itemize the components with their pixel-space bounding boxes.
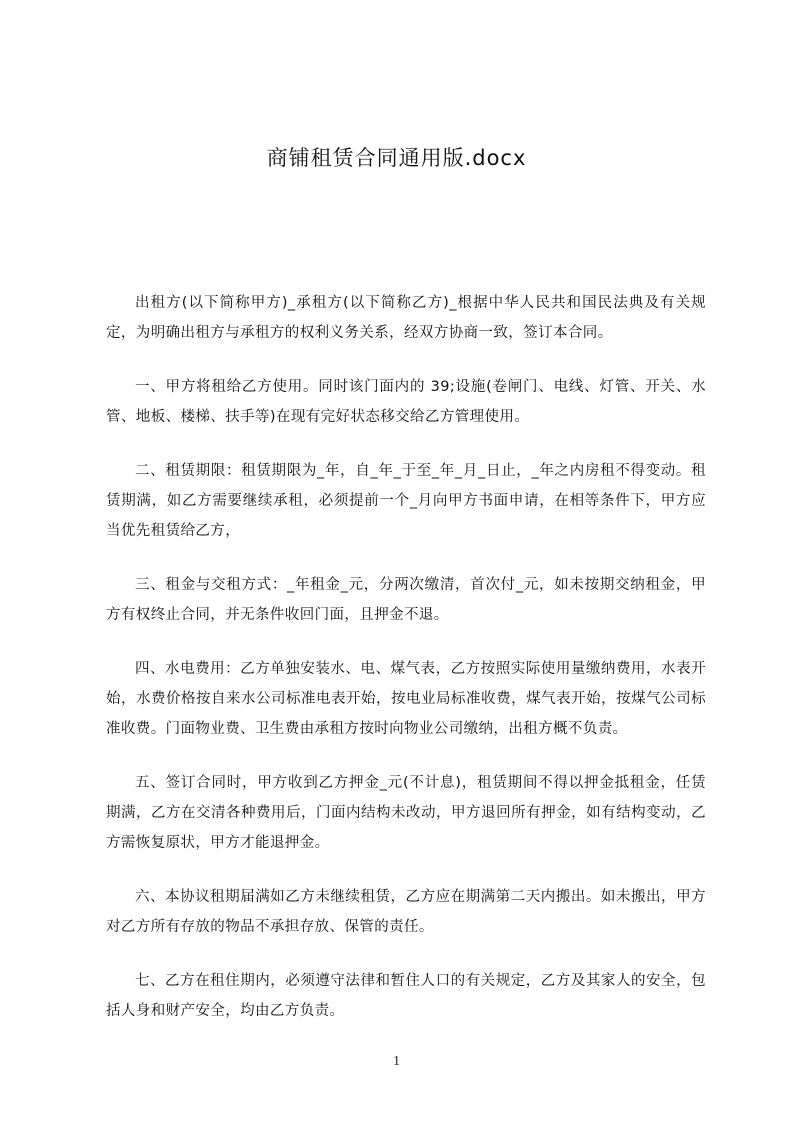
page-number: 1 [393,1054,400,1069]
paragraph-clause-6: 六、本协议租期届满如乙方未继续租赁，乙方应在期满第二天内搬出。如未搬出，甲方对乙方所有存放的物品不承担存放、保管的责任。 [106,889,706,935]
document-title: 商铺租赁合同通用版.docx [266,146,527,170]
paragraph-clause-4: 四、水电费用：乙方单独安装水、电、煤气表，乙方按照实际使用量缴纳费用，水表开始，水费价格按自来水公司标准电表开始，按电业局标准收费，煤气表开始，按煤气公司标准收费。门面物业费、卫生费由承租方按时向物业公司缴纳，出租方概不负责。 [106,661,706,737]
document-body [106,288,706,1050]
paragraph-clause-1: 一、甲方将租给乙方使用。同时该门面内的 39;设施(卷闸门、电线、灯管、开关、水管、地板、楼梯、扶手等)在现有完好状态移交给乙方管理使用。 [106,379,706,425]
paragraph-clause-7: 七、乙方在租住期内，必须遵守法律和暂住人口的有关规定，乙方及其家人的安全，包括人身和财产安全，均由乙方负责。 [106,973,706,1019]
paragraph-intro: 出租方(以下简称甲方)_承租方(以下简称乙方)_根据中华人民共和国民法典及有关规定，为明确出租方与承租方的权利义务关系，经双方协商一致，签订本合同。 [106,295,706,341]
paragraph-clause-2: 二、租赁期限：租赁期限为_年，自_年_于至_年_月_日止，_年之内房租不得变动。租赁期满，如乙方需要继续承租，必须提前一个_月向甲方书面申请，在相等条件下，甲方应当优先租赁给乙方， [106,463,706,539]
paragraph-clause-3: 三、租金与交租方式：_年租金_元，分两次缴清，首次付_元，如未按期交纳租金，甲方有权终止合同，并无条件收回门面，且押金不退。 [106,577,706,623]
paragraph-clause-5: 五、签订合同时，甲方收到乙方押金_元(不计息)，租赁期间不得以押金抵租金，任赁期满，乙方在交清各种费用后，门面内结构未改动，甲方退回所有押金，如有结构变动，乙方需恢复原状，甲方才能退押金。 [106,775,706,851]
